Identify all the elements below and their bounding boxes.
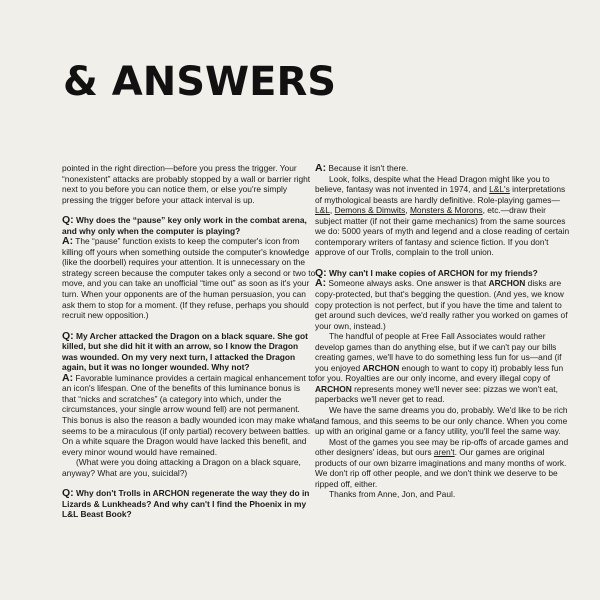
brand-archon: ARCHON bbox=[488, 278, 526, 289]
text-run: Look, folks, despite what the Head Dragon might like you to believe, fantasy was not invented in 1974, and bbox=[315, 173, 550, 195]
text-run: enough to want to copy it) probably less fun for you. Royalties are our only income, and every illegal copy of bbox=[315, 362, 564, 384]
left-column bbox=[62, 163, 316, 520]
question-text: Why can't I make copies of ARCHON for my friends? bbox=[329, 267, 538, 278]
right-column bbox=[315, 163, 571, 500]
text-run: , bbox=[329, 205, 335, 216]
answer-copies-paragraph-3: We have the same dreams you do, probably. We'd like to be rich and famous, and this seems to be our only chance. When you come up with an original game or a fancy utility, you'll feel the same way. bbox=[315, 405, 568, 437]
game-title-demons: Demons & Dimwits bbox=[334, 205, 406, 216]
emphasis-arent: aren't bbox=[433, 447, 455, 458]
question-label: Q: bbox=[315, 266, 327, 279]
answer-dragon-aside: (What were you doing attacking a Dragon on a black square, anyway? What are you, suicidal?) bbox=[62, 457, 301, 478]
text-run: , bbox=[405, 205, 410, 216]
question-trolls bbox=[62, 488, 316, 520]
text-run: . Our games are original products of our own bizarre imaginations and many months of work. We don't rip off other people, and we don't think we deserve to be ripped off, either. bbox=[315, 447, 567, 489]
page-title: & ANSWERS bbox=[63, 59, 337, 105]
question-text: Why does the “pause” key only work in the combat arena, and why only when the computer is playing? bbox=[62, 215, 307, 236]
question-text: Why don't Trolls in ARCHON regenerate the way they do in Lizards & Lunkheads? And why can't I find the Phoenix in my L&L Beast Book? bbox=[62, 488, 310, 520]
answer-label: A: bbox=[62, 371, 74, 384]
answer-label: A: bbox=[62, 235, 74, 248]
answer-pause-key bbox=[62, 236, 316, 320]
answer-copies-paragraph-2 bbox=[315, 331, 571, 405]
text-run: Someone always asks. One answer is that bbox=[328, 278, 489, 289]
answer-trolls bbox=[315, 163, 571, 174]
brand-archon: ARCHON bbox=[315, 383, 352, 394]
game-title-ll-short: L&L bbox=[315, 205, 330, 216]
answer-text: Favorable luminance provides a certain magical enhancement to an icon's lifespan. One of the benefits of this luminance bonus is that “nicks and scratches” (a category into which, under the circumstances, your single arrow wound fell) are not permanent. This bonus is also the reason a badly wounded icon may make what seems to be a miraculous (if only partial) recovery between battles. On a white square the Dragon would have lacked this benefit, and every minor wound would have remained. bbox=[62, 372, 316, 457]
answer-copies bbox=[315, 278, 571, 331]
text-run: The handful of people at Free Fall Associates would rather develop games than do anything else, but if we can't pay our bills creating games, we'll have to do something less fun for us—and (if you enjoyed bbox=[315, 331, 562, 373]
question-copies bbox=[315, 268, 571, 279]
answer-label: A: bbox=[315, 162, 327, 174]
question-text: My Archer attacked the Dragon on a black square. She got killed, but she did hit it with an arrow, so I know the Dragon was wounded. On my very next turn, I attacked the Dragon again, but it was no longer wounded. Why not? bbox=[62, 330, 308, 373]
brand-archon: ARCHON bbox=[362, 362, 400, 373]
text-run: disks are copy-protected, but that's begging the question. (And yes, we know copy protection is not perfect, but if you have the time and talent to get around such devices, we'd really rather you worked on games of your own, instead.) bbox=[315, 278, 568, 331]
game-title-ll: L&L's bbox=[489, 184, 510, 195]
text-run: interpretations of mythological beasts are hardly definitive. Role-playing games— bbox=[315, 184, 566, 205]
game-title-monsters: Monsters & Morons bbox=[409, 205, 483, 216]
answer-copies-paragraph-4 bbox=[315, 437, 571, 490]
text-run: represents money we'll never see: pizzas we won't eat, paperbacks we'll never get to read. bbox=[315, 383, 558, 405]
question-label: Q: bbox=[62, 329, 74, 342]
text-run: , etc.—draw their subject matter (if not their game mechanics) from the same sources we do: 5000 years of myth and legend and a close reading of certain contemporary writers of fantasy and science fiction. If you don't approve of our Trolls, complain to the troll union. bbox=[315, 205, 570, 258]
answer-text: The “pause” function exists to keep the computer's icon from killing off yours when something outside the computer's knowledge (like the doorbell) requires your attention. It is unnecessary on the strategy screen because the computer takes only a second or two to move, and you can take an unofficial “time out” as soon as it's your turn. When your opponents are of the human persuasion, you can ask them to stop for a moment. (If they refuse, perhaps you should recruit new opposition.) bbox=[62, 236, 316, 321]
answer-dragon-wound bbox=[62, 373, 316, 457]
text-run: Most of the games you see may be rip-offs of arcade games and other designers' ideas, but ours bbox=[315, 436, 569, 458]
continued-answer: pointed in the right direction—before you press the trigger. Your “nonexistent” attacks are probably stopped by a wall or barrier right next to you before you can notice them, or else you're simply pressing the trigger before your attack interval is up. bbox=[62, 163, 311, 205]
answer-trolls-paragraph bbox=[315, 174, 571, 258]
answer-label: A: bbox=[315, 277, 327, 290]
answer-text: Because it isn't there. bbox=[328, 163, 409, 173]
question-label: Q: bbox=[62, 214, 74, 227]
question-label: Q: bbox=[62, 487, 74, 500]
signoff: Thanks from Anne, Jon, and Paul. bbox=[329, 489, 456, 500]
question-pause-key bbox=[62, 215, 316, 236]
question-dragon-wound bbox=[62, 331, 316, 373]
